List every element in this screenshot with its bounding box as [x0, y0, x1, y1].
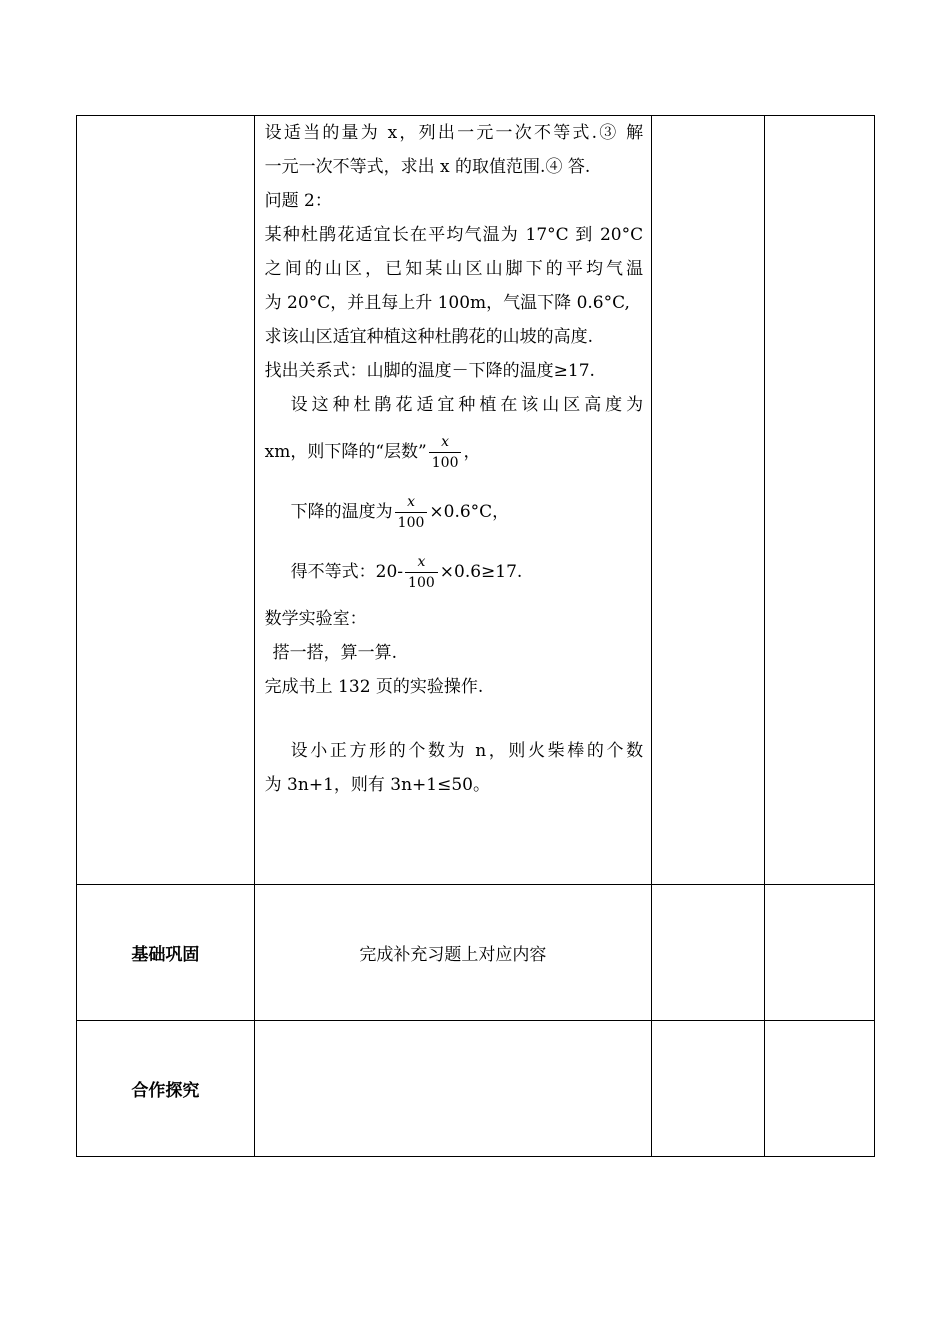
row-label-coop: 合作探究	[77, 1021, 255, 1157]
fraction-denominator: 100	[395, 512, 428, 531]
lab-title: 数学实验室：	[264, 609, 367, 629]
lesson-plan-table	[76, 115, 875, 1157]
layers-prefix: xm，则下降的“层数”	[264, 442, 427, 462]
fraction-x-over-100	[429, 434, 462, 471]
fraction-numerator: x	[441, 434, 450, 450]
text-line: 为 3n+1，则有 3n+1≤50。	[264, 775, 490, 795]
layers-suffix: ，	[463, 442, 481, 462]
label-cell-empty	[77, 116, 255, 885]
text-line: 找出关系式：山脚的温度－下降的温度≥17.	[264, 361, 595, 381]
empty-cell	[254, 1021, 651, 1157]
table-row	[77, 1021, 875, 1157]
basic-content: 完成补充习题上对应内容	[254, 885, 651, 1021]
fraction-numerator: x	[417, 554, 426, 570]
spacer	[265, 704, 643, 734]
empty-cell	[652, 116, 764, 885]
text-line: 求该山区适宜种植这种杜鹃花的山坡的高度.	[264, 327, 594, 347]
fraction-x-over-100	[405, 554, 438, 591]
table-row	[77, 885, 875, 1021]
text-line: 某种杜鹃花适宜长在平均气温为 17°C 到 20°C	[264, 225, 644, 245]
drop-prefix: 下降的温度为	[290, 502, 393, 522]
empty-cell	[652, 1021, 764, 1157]
ineq-suffix: ×0.6≥17.	[439, 562, 523, 582]
row-label-basic: 基础巩固	[77, 885, 255, 1021]
drop-suffix: ×0.6°C，	[429, 502, 510, 522]
fraction-denominator: 100	[405, 572, 438, 591]
table-row	[77, 116, 875, 885]
text-line: 一元一次不等式，求出 x 的取值范围.④ 答.	[264, 157, 591, 177]
ineq-prefix: 得不等式：20-	[290, 562, 404, 582]
text-line: 设这种杜鹃花适宜种植在该山区高度为	[290, 395, 644, 415]
empty-cell	[764, 885, 874, 1021]
lab-subtitle: 搭一搭，算一算.	[272, 643, 398, 663]
fraction-x-over-100	[395, 494, 428, 531]
fraction-numerator: x	[407, 494, 415, 510]
fraction-denominator: 100	[429, 452, 462, 471]
lab-task: 完成书上 132 页的实验操作.	[264, 677, 484, 697]
main-content-cell	[254, 116, 651, 885]
empty-cell	[652, 885, 764, 1021]
layers-line	[265, 422, 643, 482]
text-line: 问题 2：	[264, 191, 332, 211]
text-line: 之间的山区，已知某山区山脚下的平均气温	[264, 259, 644, 279]
temperature-drop-line	[265, 482, 643, 542]
text-line: 设小正方形的个数为 n，则火柴棒的个数	[290, 741, 644, 761]
inequality-line	[265, 542, 643, 602]
text-line: 为 20°C，并且每上升 100m，气温下降 0.6°C,	[264, 293, 630, 313]
empty-cell	[764, 116, 874, 885]
empty-cell	[764, 1021, 874, 1157]
text-line: 设适当的量为 x，列出一元一次不等式.③ 解	[264, 123, 644, 143]
